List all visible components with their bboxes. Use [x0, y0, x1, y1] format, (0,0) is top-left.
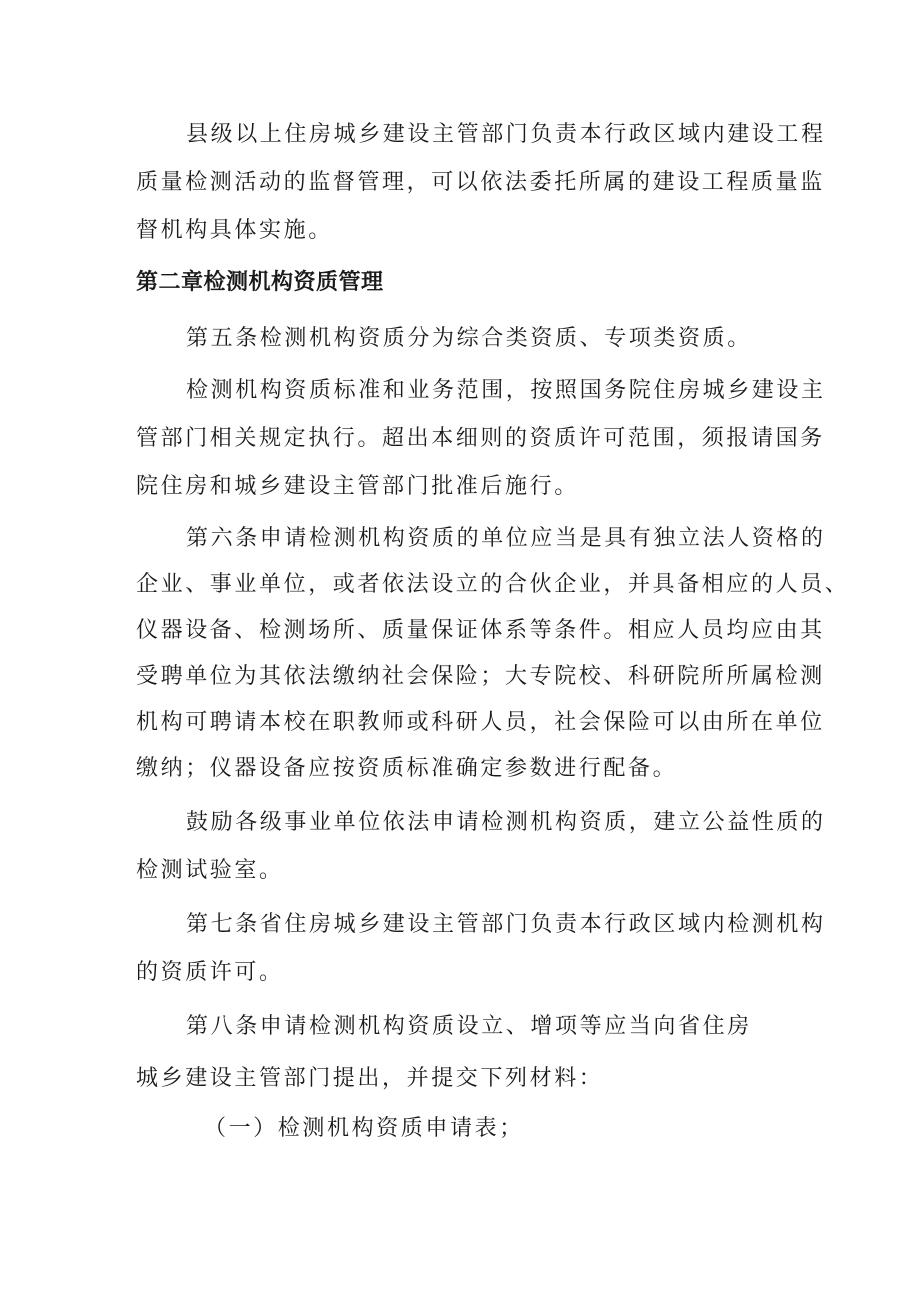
article-6-line-1: 第六条申请检测机构资质的单位应当是具有独立法人资格的: [186, 526, 826, 551]
article-6-line-5: 机构可聘请本校在职教师或科研人员，社会保险可以由所在单位: [136, 710, 825, 735]
article-7-line-2: 的资质许可。: [136, 960, 284, 985]
scope-paragraph-line-3: 院住房和城乡建设主管部门批准后施行。: [136, 474, 579, 499]
article-6-line-4: 受聘单位为其依法缴纳社会保险；大专院校、科研院所所属检测: [136, 664, 825, 689]
article-8-line-2: 城乡建设主管部门提出，并提交下列材料：: [136, 1066, 604, 1091]
encourage-paragraph-line-2: 检测试验室。: [136, 858, 284, 883]
article-6-line-2: 企业、事业单位，或者依法设立的合伙企业，并具备相应的人员、: [136, 572, 850, 597]
paragraph-1-line-3: 督机构具体实施。: [136, 218, 333, 243]
encourage-paragraph-line-1: 鼓励各级事业单位依法申请检测机构资质，建立公益性质的: [186, 810, 826, 835]
article-7-line-1: 第七条省住房城乡建设主管部门负责本行政区域内检测机构: [186, 912, 826, 937]
article-8-line-1: 第八条申请检测机构资质设立、增项等应当向省住房: [186, 1014, 752, 1039]
list-item-1: （一）检测机构资质申请表；: [204, 1116, 524, 1141]
article-6-line-3: 仪器设备、检测场所、质量保证体系等条件。相应人员均应由其: [136, 618, 825, 643]
paragraph-1-line-1: 县级以上住房城乡建设主管部门负责本行政区域内建设工程: [186, 122, 826, 147]
scope-paragraph-line-1: 检测机构资质标准和业务范围，按照国务院住房城乡建设主: [186, 378, 826, 403]
article-6-line-6: 缴纳；仪器设备应按资质标准确定参数进行配备。: [136, 756, 678, 781]
chapter-2-title: 第二章检测机构资质管理: [136, 270, 384, 295]
article-5: 第五条检测机构资质分为综合类资质、专项类资质。: [186, 326, 752, 351]
scope-paragraph-line-2: 管部门相关规定执行。超出本细则的资质许可范围，须报请国务: [136, 426, 825, 451]
paragraph-1-line-2: 质量检测活动的监督管理，可以依法委托所属的建设工程质量监: [136, 170, 825, 195]
